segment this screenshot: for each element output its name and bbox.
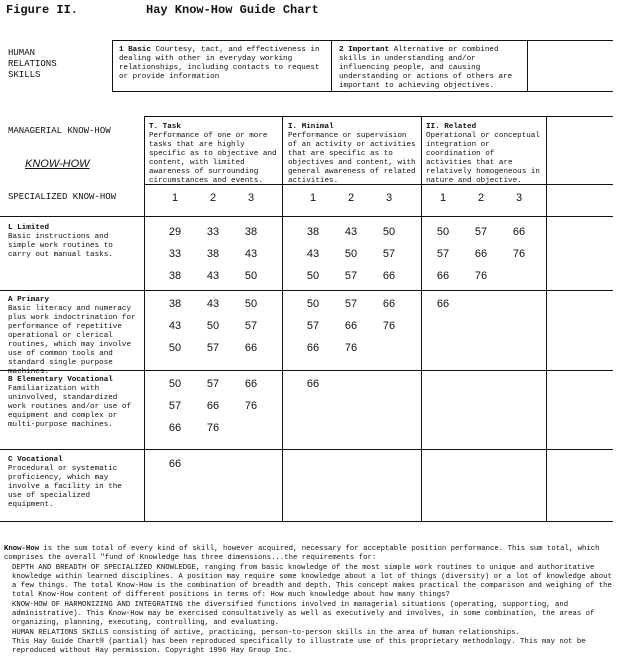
row-text: Basic literacy and numeracy plus work indoctrination for performance of repetitive operational or clerical routines, which may involve use of common tools and standard single purpose machines. [8,305,136,376]
row-title: B Elementary Vocational [8,376,113,384]
hr-divider [331,40,332,92]
grid-col-line [144,116,145,521]
point-value: 43 [244,248,258,260]
point-value: 38 [168,270,182,282]
point-value: 50 [168,342,182,354]
col-header-minimal [288,123,418,186]
grid-row-line [0,290,613,291]
sub-number: 2 [477,192,485,204]
row-label-vocational [8,456,140,510]
point-value: 76 [474,270,488,282]
point-value: 50 [206,320,220,332]
point-value: 57 [436,248,450,260]
col-text: Performance of one or more tasks that are highly specific as to objective and content, with limited awareness of surrounding circumstances and events. [149,132,277,185]
point-value: 50 [306,270,320,282]
row-label-elementary-vocational [8,376,140,430]
point-value: 57 [168,400,182,412]
point-value: 29 [168,226,182,238]
row-label-limited [8,224,140,260]
sub-number: 2 [347,192,355,204]
col-text: Performance or supervision of an activity or activities that are specific as to objectives and content, with general awareness of related activities. [288,132,416,185]
point-value: 66 [244,342,258,354]
point-value: 38 [206,248,220,260]
specialized-know-how-label: SPECIALIZED KNOW-HOW [8,192,117,202]
point-value: 43 [344,226,358,238]
sub-number: 1 [171,192,179,204]
point-value: 66 [168,458,182,470]
grid-row-line [0,449,613,450]
point-value: 38 [168,298,182,310]
point-value: 43 [206,270,220,282]
point-value: 57 [382,248,396,260]
footer-notes [4,545,612,657]
row-text: Basic instructions and simple work routines to carry out manual tasks. [8,233,113,259]
know-how-label: KNOW-HOW [25,158,90,170]
row-title: L Limited [8,224,50,232]
col-title: I. Minimal [288,123,334,131]
col-header-related [426,123,544,186]
point-value: 50 [344,248,358,260]
hr-label-line: SKILLS [8,70,41,80]
col-title: T. Task [149,123,181,131]
point-value: 43 [206,298,220,310]
point-value: 76 [512,248,526,260]
hr-important-text: Alternative or combined skills in understanding and/or influencing people, and causing understanding or actions of others are important to achieving objectives. [339,46,513,90]
point-value: 43 [306,248,320,260]
point-value: 57 [206,342,220,354]
point-value: 57 [306,320,320,332]
grid-col-line [282,116,283,521]
hr-basic-cell [119,46,325,82]
point-value: 33 [168,248,182,260]
hr-bottom-extension [528,91,613,92]
grid-bottom-line [0,521,613,522]
point-value: 50 [306,298,320,310]
footer-paragraph: HUMAN RELATIONS SKILLS consisting of active, practicing, person-to-person skills in the area of human relationships. [12,629,520,637]
point-value: 57 [206,378,220,390]
row-text: Familiarization with uninvolved, standardized work routines and/or use of equipment and complex or multi-purpose machines. [8,385,132,429]
point-value: 50 [244,270,258,282]
point-value: 66 [474,248,488,260]
page-title: Hay Know-How Guide Chart [146,3,319,17]
human-relations-label [8,48,57,81]
hr-top-extension [528,40,613,41]
point-value: 43 [168,320,182,332]
point-value: 66 [344,320,358,332]
sub-number: 3 [247,192,255,204]
col-header-task [149,123,279,186]
point-value: 66 [436,298,450,310]
point-value: 50 [382,226,396,238]
row-text: Procedural or systematic proficiency, which may involve a facility in the use of specialized equipment. [8,465,122,509]
sub-number: 3 [515,192,523,204]
point-value: 33 [206,226,220,238]
point-value: 57 [244,320,258,332]
point-value: 66 [306,378,320,390]
footer-paragraph [4,545,612,563]
point-value: 66 [382,270,396,282]
footer-paragraph: DEPTH AND BREADTH OF SPECIALIZED KNOWLEDGE, ranging from basic knowledge of the most simple work routines to unique and authoritative knowledge within learned disciplines. A position may require some knowledge about a lot of things (diversity) or a lot of knowledge about a few things. The total Know-How is the combination of breadth and depth. This concept makes practical the comparison and weighing of the total Know-How content of different positions in terms of: How much knowledge about how many things? [12,564,612,599]
hr-important-title: 2 Important [339,46,390,54]
row-title: C Vocational [8,456,63,464]
grid-col-line [421,116,422,521]
hr-basic-title: 1 Basic [119,46,151,54]
point-value: 50 [168,378,182,390]
hr-label-line: HUMAN [8,48,36,58]
row-label-primary [8,296,140,377]
managerial-know-how-label: MANAGERIAL KNOW-HOW [8,126,111,136]
point-value: 57 [474,226,488,238]
point-value: 57 [344,298,358,310]
hr-important-cell [339,46,523,91]
point-value: 66 [244,378,258,390]
grid-subheader-line [0,216,613,217]
sub-number: 3 [385,192,393,204]
point-value: 38 [244,226,258,238]
point-value: 66 [512,226,526,238]
point-value: 38 [306,226,320,238]
sub-number: 2 [209,192,217,204]
sub-number: 1 [439,192,447,204]
col-title: II. Related [426,123,477,131]
point-value: 76 [382,320,396,332]
hr-basic-text: Courtesy, tact, and effectiveness in dealing with other in everyday working relationships, including contacts to request or provide information [119,46,320,81]
col-text: Operational or conceptual integration or coordination of activities that are relatively homogeneous in nature and objective. [426,132,540,185]
point-value: 50 [436,226,450,238]
grid-col-line [546,116,547,521]
point-value: 76 [206,422,220,434]
row-title: A Primary [8,296,50,304]
point-value: 66 [206,400,220,412]
figure-label: Figure II. [6,3,79,17]
point-value: 66 [436,270,450,282]
hr-label-line: RELATIONS [8,59,57,69]
point-value: 66 [168,422,182,434]
grid-top-line [144,116,613,117]
point-value: 57 [344,270,358,282]
point-value: 66 [382,298,396,310]
footer-paragraph: KNOW-HOW OF HARMONIZING AND INTEGRATING the diversified functions involved in managerial situations (operating, supporting, and administrative). This Know-How may be exercised consultatively as well as executively and involves, in some combination, the areas of organizing, planning, executing, controlling, and evaluating. [12,601,595,627]
footer-paragraph: This Hay Guide Chart® (partial) has been reproduced specifically to illustrate use of this proprietary methodology. This may not be reproduced without Hay permission. Copyright 1996 Hay Group Inc. [12,638,586,655]
point-value: 76 [244,400,258,412]
sub-number: 1 [309,192,317,204]
point-value: 66 [306,342,320,354]
point-value: 76 [344,342,358,354]
footer-term: Know-How [4,545,40,553]
point-value: 50 [244,298,258,310]
footer-text: is the sum total of every kind of skill, however acquired, necessary for acceptable position performance. This sum total, which comprises the overall "fund of Knowledge has three dimensions...the requirements for: [4,545,600,562]
